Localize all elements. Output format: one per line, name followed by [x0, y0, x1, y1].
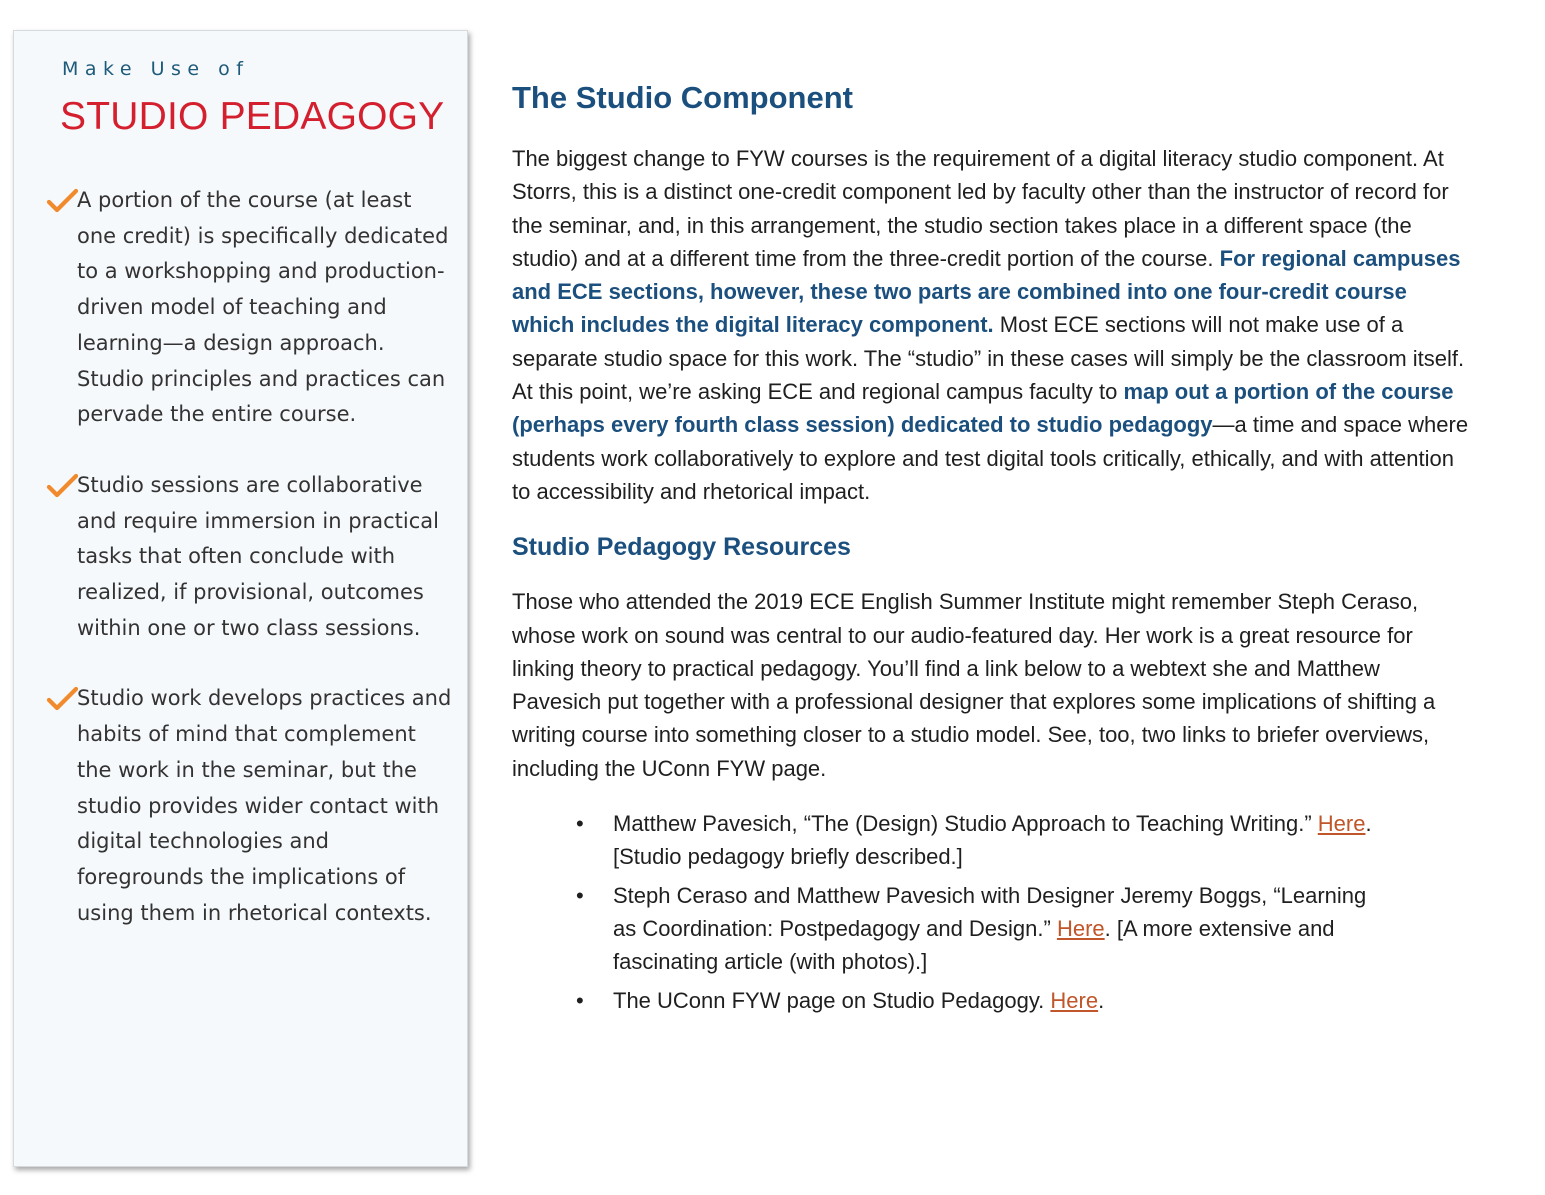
section-heading: The Studio Component [512, 80, 853, 115]
resource-link-uconn-fyw[interactable]: Here [1050, 988, 1099, 1014]
checklist-item-text: A portion of the course (at least one credit) is specifically dedicated to a workshopping and production-driven model of teaching and learning—a design approach. Studio principles and practices can pervade the entire course. [77, 188, 449, 427]
resource-text: Matthew Pavesich, “The (Design) Studio Approach to Teaching Writing.” [613, 811, 1318, 837]
sidebar-title: STUDIO PEDAGOGY [60, 95, 445, 138]
studio-component-paragraph [512, 142, 1472, 508]
check-icon [46, 686, 78, 712]
resource-link-pavesich[interactable]: Here [1317, 811, 1366, 837]
checklist-item [46, 468, 456, 647]
paragraph-text: —a time and space where students work collaboratively to explore and test digital tools critically, ethically, and with attention to accessibility and rhetorical impact. [512, 412, 1469, 504]
bullet-icon: • [576, 883, 584, 909]
emphasis-text: For regional campuses and ECE sections, however, these two parts are combined into one four-credit course which includes the digital literacy component. [512, 245, 1461, 338]
paragraph-text: The biggest change to FYW courses is the requirement of a digital literacy studio component. At Storrs, this is a distinct one-credit component led by faculty other than the instructor of record for the seminar, and, in this arrangement, the studio section takes place in a different space (the studio) and at a different time from the three-credit portion of the course. [512, 146, 1449, 271]
resources-list [512, 807, 1472, 1017]
resources-heading: Studio Pedagogy Resources [512, 533, 851, 562]
main-content [512, 77, 1472, 1023]
sidebar-kicker: Make Use of [62, 58, 250, 80]
studio-pedagogy-sidebar [13, 30, 468, 1167]
emphasis-text: map out a portion of the course (perhaps every fourth class session) dedicated to studio pedagogy [512, 379, 1454, 438]
resources-paragraph: Those who attended the 2019 ECE English Summer Institute might remember Steph Ceraso, whose work on sound was central to our audio-featured day. Her work is a great resource for linking theory to practical pedagogy. You’ll find a link below to a webtext she and Matthew Pavesich put together with a professional designer that explores some implications of shifting a writing course into something closer to a studio model. See, too, two links to briefer overviews, including the UConn FYW page. [512, 589, 1436, 781]
resource-note: . [Studio pedagogy briefly described.] [613, 811, 1372, 870]
checklist-item [46, 183, 456, 433]
bullet-icon: • [576, 811, 584, 837]
check-icon [46, 473, 78, 499]
sidebar-checklist [46, 183, 456, 966]
checklist-item-text: Studio work develops practices and habits of mind that complement the work in the seminar, but the studio provides wider contact with digital technologies and foregrounds the implications of using them in rhetorical contexts. [77, 686, 452, 925]
resource-item [512, 879, 1373, 978]
resource-item [512, 984, 1373, 1017]
resource-link-ceraso[interactable]: Here [1056, 916, 1105, 942]
bullet-icon: • [576, 988, 584, 1014]
resource-text: The UConn FYW page on Studio Pedagogy. [613, 988, 1051, 1014]
checklist-item [46, 681, 456, 931]
resource-note: . [A more extensive and fascinating article (with photos).] [613, 916, 1335, 975]
resource-note: . [1098, 988, 1105, 1014]
checklist-item-text: Studio sessions are collaborative and require immersion in practical tasks that often conclude with realized, if provisional, outcomes within one or two class sessions. [77, 472, 439, 640]
check-icon [46, 188, 78, 214]
paragraph-text: Most ECE sections will not make use of a separate studio space for this work. The “studio” in these cases will simply be the classroom itself. At this point, we’re asking ECE and regional campus faculty to [512, 312, 1465, 405]
resource-item [512, 807, 1373, 873]
resource-text: Steph Ceraso and Matthew Pavesich with Designer Jeremy Boggs, “Learning as Coordination: Postpedagogy and Design.” [613, 883, 1367, 942]
